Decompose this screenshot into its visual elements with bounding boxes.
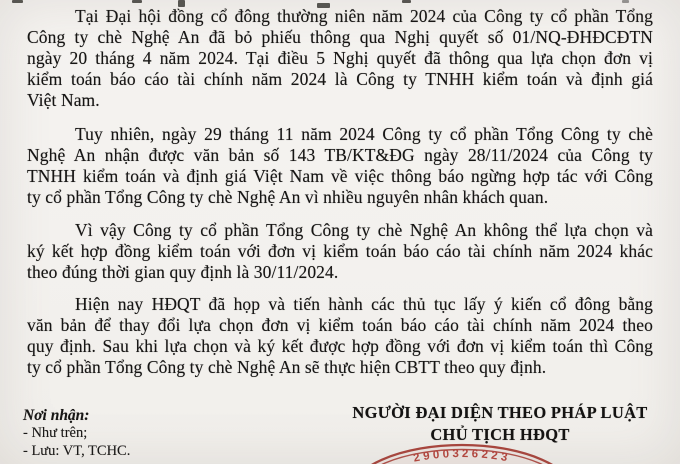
document-body (27, 6, 653, 378)
text-line: ty cổ phần Tổng Công ty chè Nghệ An sẽ thực hiện CBTT theo quy định. (27, 357, 547, 377)
text-line: quy định. Sau khi lựa chọn và ký kết được hợp đồng với đơn vị kiểm toán thì Công (27, 336, 653, 356)
signature-role-subtitle: CHỦ TỊCH HĐQT (430, 424, 570, 444)
text-line: ký kết hợp đồng kiểm toán với đơn vị kiểm toán báo cáo tài chính năm 2024 khác (27, 241, 653, 261)
text-line: Tại Đại hội đồng cổ đông thường niên năm 2024 của Công ty cổ phần Tổng (75, 6, 653, 26)
text-line: ngày 20 tháng 4 năm 2024. Tại điều 5 Nghị quyết đã thông qua lựa chọn đơn vị (27, 48, 653, 68)
scan-artifact (12, 0, 23, 3)
text-line: TNHH kiểm toán và định giá Việt Nam về việc thông báo ngừng hợp tác với Công (27, 166, 653, 186)
recipients-block (23, 407, 130, 460)
text-line: Nghệ An nhận được văn bản số 143 TB/KT&ĐG ngày 28/11/2024 của Công ty (27, 145, 653, 165)
recipients-title: Nơi nhận: (23, 407, 90, 424)
paragraph-2 (27, 124, 653, 208)
paragraph-3 (27, 220, 653, 283)
signature-role-title: NGƯỜI ĐẠI DIỆN THEO PHÁP LUẬT (352, 403, 648, 422)
paragraph-4 (27, 294, 653, 378)
text-line: Công ty chè Nghệ An đã bỏ phiếu thông qua Nghị quyết số 01/NQ-ĐHĐCĐTN (27, 27, 653, 47)
recipient-item: - Như trên; (23, 425, 88, 441)
paragraph-1 (27, 6, 653, 111)
text-line: kiểm toán báo cáo tài chính năm 2024 là Công ty TNHH kiểm toán và định giá (27, 69, 653, 89)
recipient-item: - Lưu: VT, TCHC. (23, 442, 131, 459)
text-line: Tuy nhiên, ngày 29 tháng 11 năm 2024 Công ty cổ phần Tổng Công ty chè (75, 124, 653, 144)
company-stamp (340, 440, 590, 464)
text-line: ty cổ phần Tổng Công ty chè Nghệ An vì nhiều nguyên nhân khách quan. (27, 187, 549, 207)
text-line: Hiện nay HĐQT đã họp và tiến hành các thủ tục lấy ý kiến cổ đông bằng (75, 294, 653, 314)
scan-artifact (402, 0, 411, 3)
signature-block (340, 402, 660, 445)
stamp-tax-code: 2900326223 (412, 447, 512, 464)
scan-artifact (132, 0, 142, 3)
text-line: Việt Nam. (27, 90, 100, 110)
scan-artifact (622, 0, 629, 3)
text-line: văn bản để thay đổi lựa chọn đơn vị kiểm toán báo cáo tài chính năm 2024 theo (27, 315, 653, 335)
text-line: Vì vậy Công ty cổ phần Tổng Công ty chè Nghệ An không thể lựa chọn và (75, 220, 653, 240)
text-line: theo đúng thời gian quy định là 30/11/2024. (27, 262, 339, 282)
